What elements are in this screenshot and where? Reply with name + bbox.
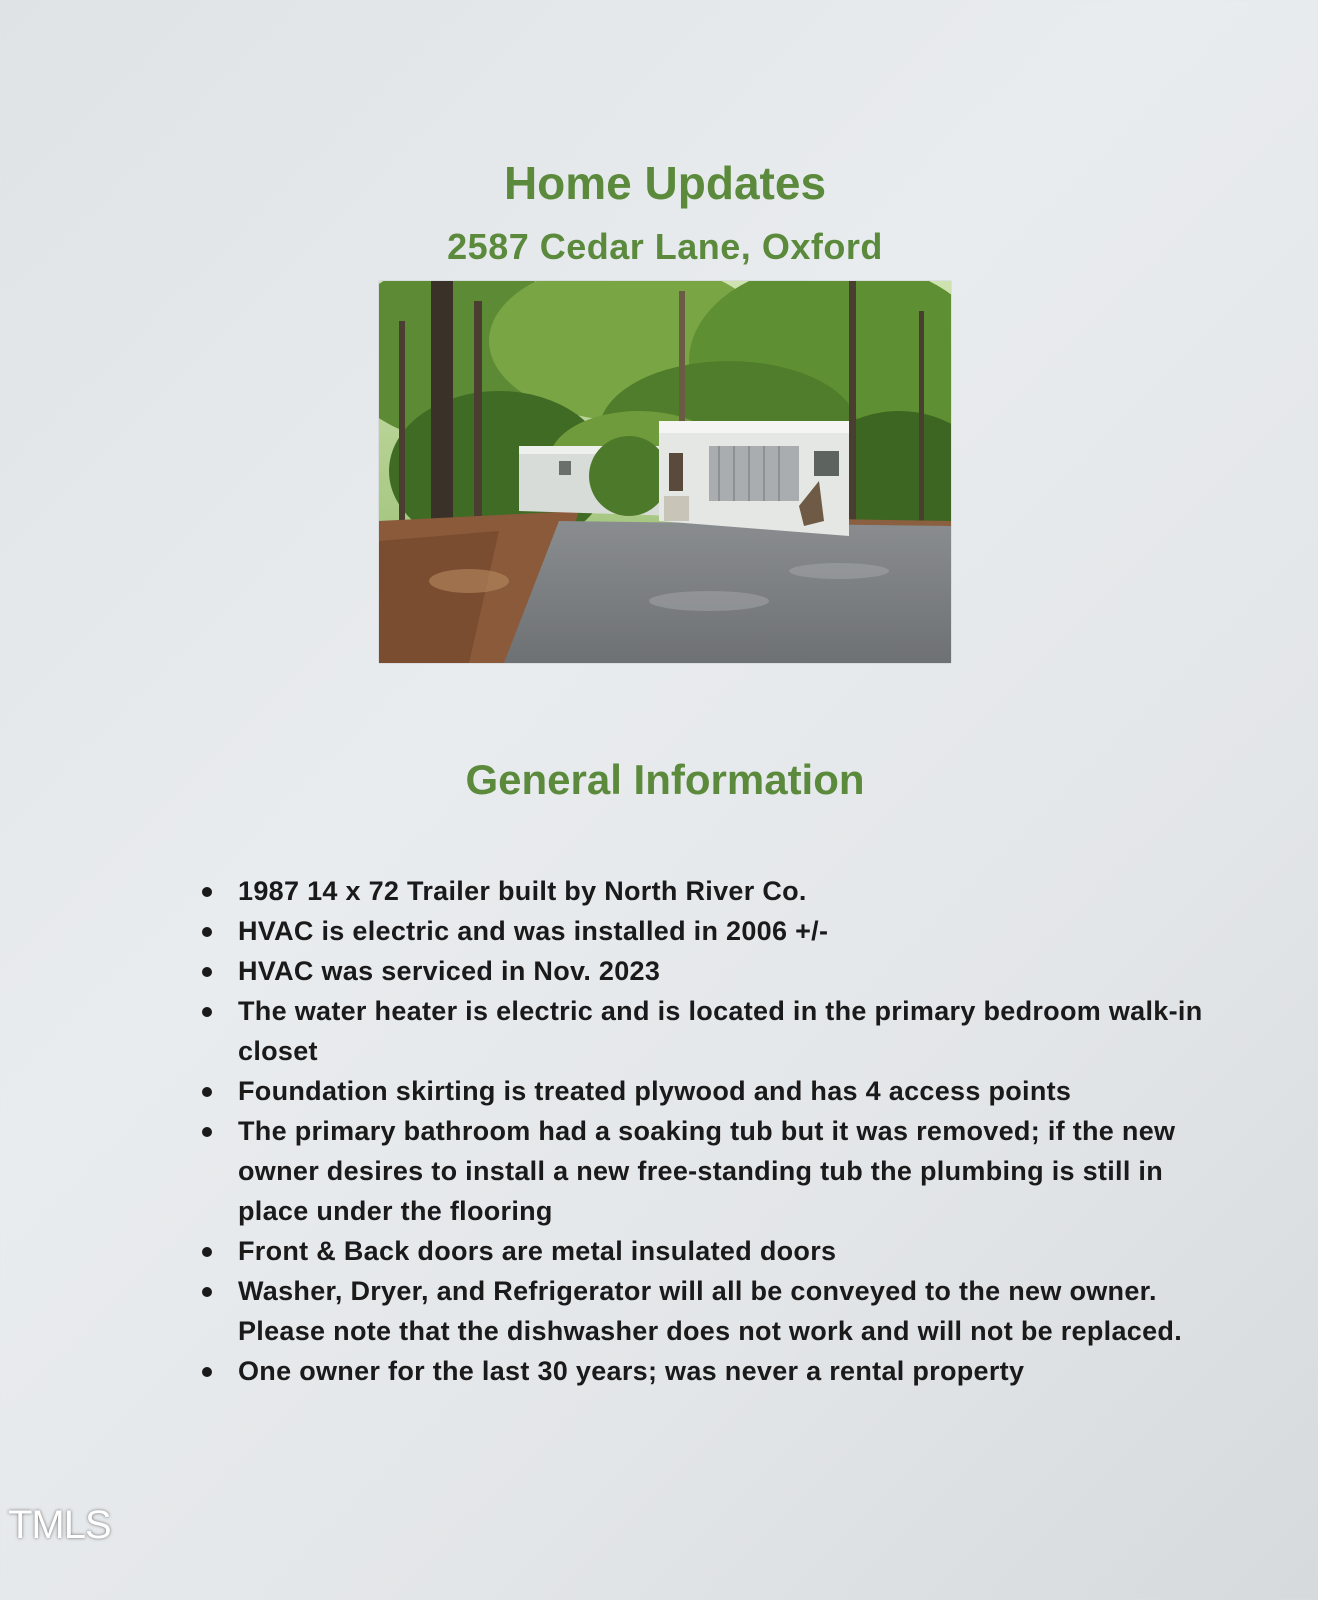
list-item: 1987 14 x 72 Trailer built by North River Co.: [238, 871, 1238, 911]
list-item: The water heater is electric and is located in the primary bedroom walk-in closet: [238, 991, 1238, 1071]
section-heading: General Information: [465, 756, 865, 803]
watermark-logo: TMLS: [8, 1503, 111, 1547]
list-item: HVAC is electric and was installed in 2006 +/-: [238, 911, 1238, 951]
list-item: Foundation skirting is treated plywood and has 4 access points: [238, 1071, 1238, 1111]
list-item: HVAC was serviced in Nov. 2023: [238, 951, 1238, 991]
property-photo: [379, 281, 951, 663]
list-item: Washer, Dryer, and Refrigerator will all be conveyed to the new owner. Please note that the dishwasher does not work and will not be replaced.: [238, 1271, 1238, 1351]
list-item: The primary bathroom had a soaking tub but it was removed; if the new owner desires to install a new free-standing tub the plumbing is still in place under the flooring: [238, 1111, 1238, 1231]
page-title: Home Updates: [503, 157, 827, 209]
list-item: One owner for the last 30 years; was never a rental property: [238, 1351, 1238, 1391]
property-address: 2587 Cedar Lane, Oxford: [447, 226, 883, 267]
info-list: [238, 871, 1238, 1391]
list-item: Front & Back doors are metal insulated doors: [238, 1231, 1238, 1271]
